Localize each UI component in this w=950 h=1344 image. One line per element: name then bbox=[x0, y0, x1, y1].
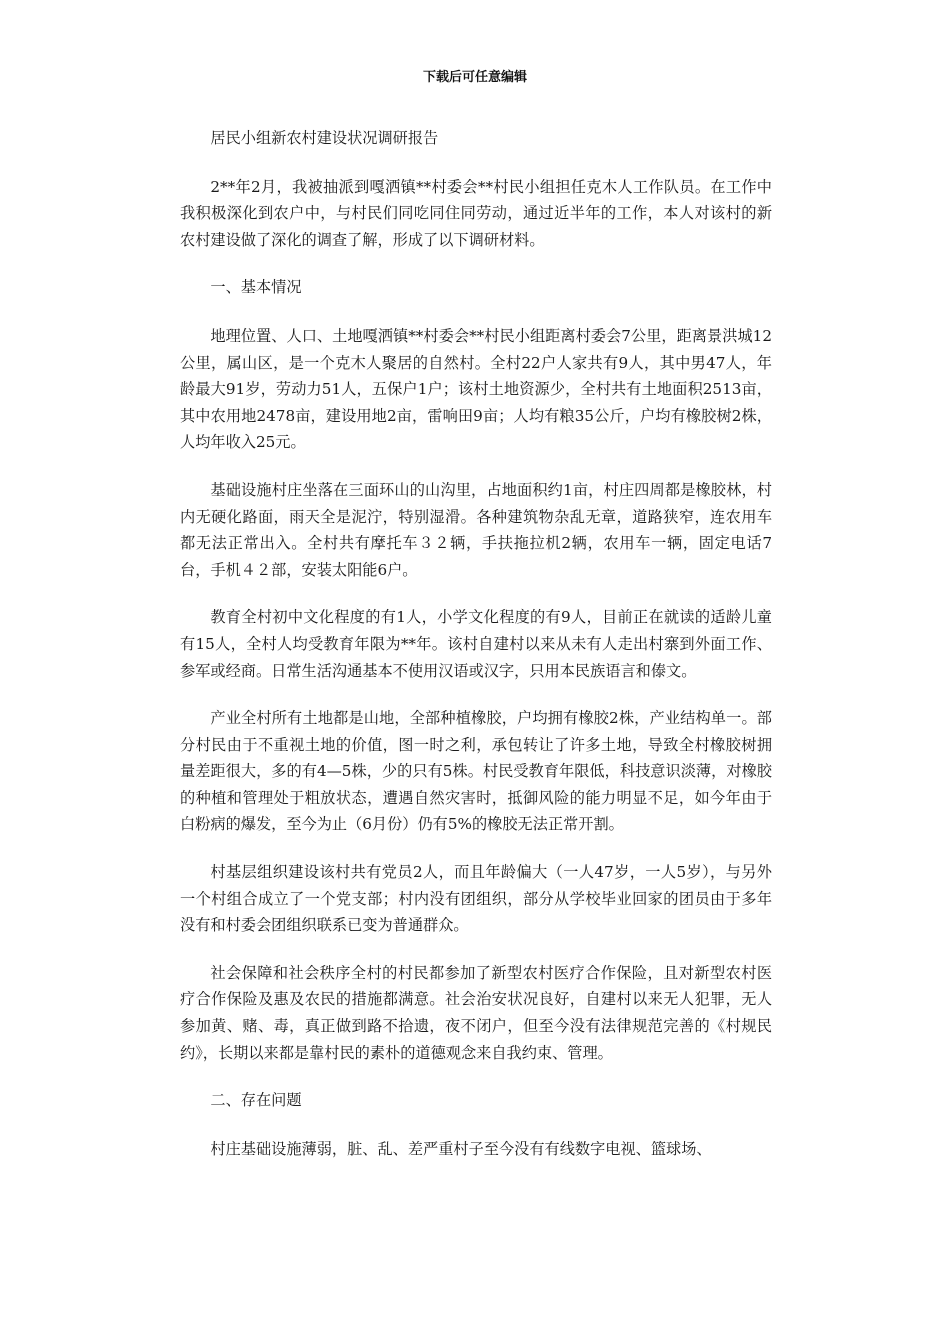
infrastructure-paragraph: 基础设施村庄坐落在三面环山的山沟里，占地面积约1亩，村庄四周都是橡胶林，村内无硬化路面，雨天全是泥泞，特别湿滑。各种建筑物杂乱无章，道路狭窄，连农用车都无法正常出入。全村共有摩托车３２辆，手扶拖拉机2辆，农用车一辆，固定电话7台，手机４２部，安装太阳能6户。 bbox=[180, 480, 772, 579]
section-heading-basic-situation: 一、基本情况 bbox=[210, 278, 302, 297]
social-security-paragraph: 社会保障和社会秩序全村的村民都参加了新型农村医疗合作保险，且对新型农村医疗合作保险及惠及农民的措施都满意。社会治安状况良好，自建村以来无人犯罪，无人参加黄、赌、毒，真正做到路不拾遗，夜不闭户，但至今没有法律规范完善的《村规民约》，长期以来都是靠村民的素朴的道德观念来自我约束、管理。 bbox=[180, 963, 772, 1062]
section-heading-problems: 二、存在问题 bbox=[210, 1091, 302, 1110]
geography-paragraph: 地理位置、人口、土地嘎洒镇**村委会**村民小组距离村委会7公里，距离景洪城12公里，属山区，是一个克木人聚居的自然村。全村22户人家共有9人，其中男47人，年龄最大91岁，劳动力51人，五保户1户；该村土地资源少，全村共有土地面积2513亩，其中农用地2478亩，建设用地2亩，雷响田9亩；人均有粮35公斤，户均有橡胶树2株，人均年收入25元。 bbox=[180, 326, 772, 452]
education-paragraph: 教育全村初中文化程度的有1人，小学文化程度的有9人，目前正在就读的适龄儿童有15人，全村人均受教育年限为**年。该村自建村以来从未有人走出村寨到外面工作、参军或经商。日常生活沟通基本不使用汉语或汉字，只用本民族语言和傣文。 bbox=[180, 608, 772, 680]
problems-paragraph: 村庄基础设施薄弱，脏、乱、差严重村子至今没有有线数字电视、篮球场、 bbox=[210, 1139, 712, 1158]
organization-paragraph: 村基层组织建设该村共有党员2人，而且年龄偏大（一人47岁，一人5岁），与另外一个村组合成立了一个党支部；村内没有团组织，部分从学校毕业回家的团员由于多年没有和村委会团组织联系已变为普通群众。 bbox=[180, 863, 772, 935]
intro-paragraph: 2**年2月，我被抽派到嘎洒镇**村委会**村民小组担任克木人工作队员。在工作中我积极深化到农户中，与村民们同吃同住同劳动，通过近半年的工作，本人对该村的新农村建设做了深化的调查了解，形成了以下调研材料。 bbox=[180, 177, 772, 249]
download-editable-note: 下载后可任意编辑 bbox=[422, 70, 527, 85]
report-body bbox=[180, 125, 772, 1183]
industry-paragraph: 产业全村所有土地都是山地，全部种植橡胶，户均拥有橡胶2株，产业结构单一。部分村民由于不重视土地的价值，图一时之利，承包转让了许多土地，导致全村橡胶树拥量差距很大，多的有4—5株，少的只有5株。村民受教育年限低，科技意识淡薄，对橡胶的种植和管理处于粗放状态，遭遇自然灾害时，抵御风险的能力明显不足，如今年由于白粉病的爆发，至今为止（6月份）仍有5%的橡胶无法正常开割。 bbox=[180, 709, 772, 834]
report-title: 居民小组新农村建设状况调研报告 bbox=[210, 129, 439, 147]
